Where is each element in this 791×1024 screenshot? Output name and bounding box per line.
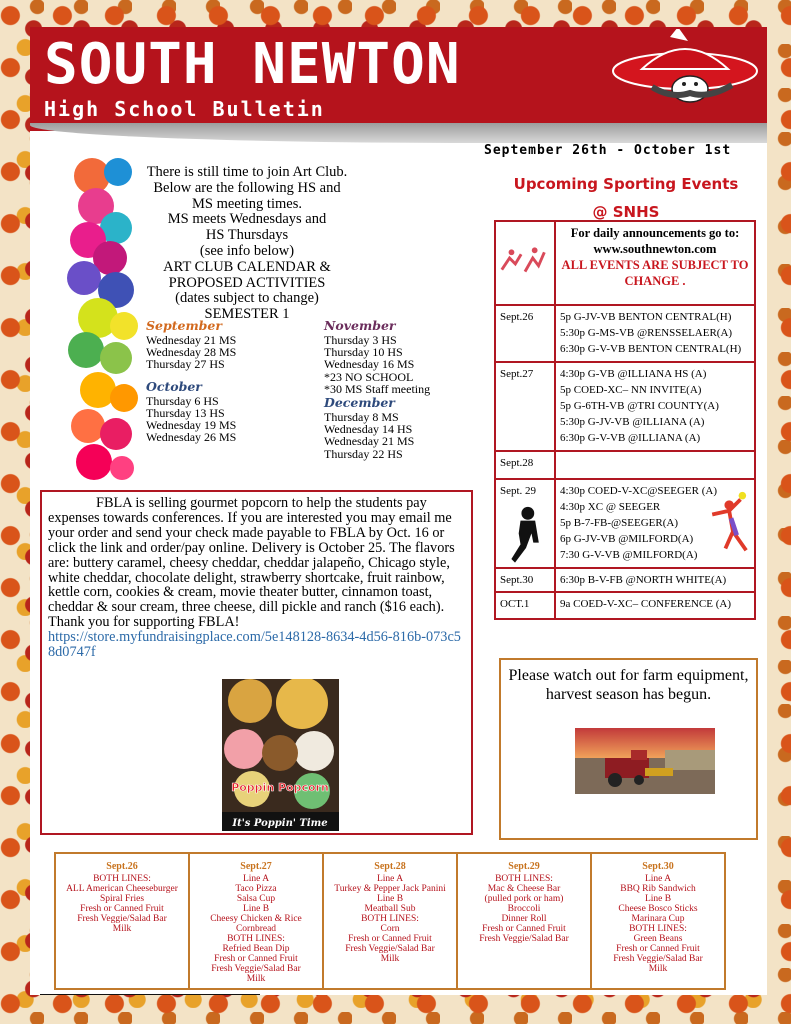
event-item: 4:30p XC @ SEEGER: [560, 500, 661, 513]
month-september: September: [146, 318, 222, 333]
art-intro-line: HS Thursdays: [205, 227, 289, 244]
menu-item: Line A: [376, 874, 404, 884]
calendar-date: Wednesday 14 HS: [324, 422, 413, 437]
event-list: [555, 592, 755, 619]
event-item: 5p G-JV-VB BENTON CENTRAL(H): [560, 311, 732, 323]
art-intro-line: ART CLUB CALENDAR &: [163, 258, 331, 275]
event-row: [495, 362, 755, 451]
events-title-line: @ SNHS: [592, 203, 660, 221]
fbla-text: FBLA is selling gourmet popcorn to help the students pay expenses towards conferences. If you are interested you may email me your order and send your check made payable to FBLA by Oct. 16 or click the link and order/pay online. Delivery is October 25. The flavors are: buttery caramel, cheesy cheddar, cheddar jalapeño, Chicago style, white cheddar, chocolate delight, strawberry shortcake, fruit rainbow, kettle corn, cookies & cream, movie theater butter, cinnamon toast, cheddar & sour cream, three cheese, dill pickle and ranch ($16 each). Thank you for supporting FBLA!: [48, 495, 455, 631]
menu-item: Taco Pizza: [235, 884, 277, 894]
volleyball-player-icon: [708, 490, 756, 556]
events-subject-to-change: ALL EVENTS ARE SUBJECT TO CHANGE .: [561, 258, 749, 288]
menu-item: Fresh Veggie/Salad Bar: [345, 944, 435, 954]
menu-item: Line B: [242, 904, 270, 914]
month-november: November: [324, 318, 396, 333]
combine-harvester-image: [575, 728, 715, 794]
menu-day-column: [458, 854, 592, 988]
popcorn-image: [222, 679, 339, 831]
event-date: OCT.1: [495, 592, 555, 619]
calendar-date: Wednesday 16 MS: [324, 357, 415, 372]
footer-rule: [40, 994, 260, 995]
runners-image: [495, 221, 555, 305]
art-intro-line: MS meets Wednesdays and: [167, 211, 327, 228]
announcements-note: For daily announcements go to: www.southnewton.com: [570, 226, 740, 256]
events-info-cell: [555, 221, 755, 305]
sporting-events-table: [494, 220, 756, 620]
menu-item: Turkey & Pepper Jack Panini: [334, 884, 446, 894]
calendar-date: *23 NO SCHOOL: [324, 369, 414, 384]
menu-item: Spiral Fries: [99, 894, 145, 904]
event-item: 7:30 G-V-VB @MILFORD(A): [560, 549, 698, 562]
menu-item: Fresh or Canned Fruit: [616, 944, 700, 954]
calendar-date: Thursday 8 MS: [324, 410, 399, 425]
event-row: [495, 305, 755, 362]
art-intro-line: SEMESTER 1: [204, 306, 290, 323]
calendar-date: Wednesday 28 MS: [146, 345, 237, 360]
art-intro-line: PROPOSED ACTIVITIES: [168, 274, 326, 291]
calendar-date: Wednesday 21 MS: [324, 434, 415, 449]
menu-item: Line B: [644, 894, 672, 904]
calendar-date: Thursday 6 HS: [146, 393, 219, 408]
harvest-text: Please watch out for farm equipment, harvest season has begun.: [508, 667, 749, 703]
calendar-date: Thursday 13 HS: [146, 405, 225, 420]
calendar-date: Thursday 3 HS: [324, 333, 397, 347]
event-date-label: Sept. 29: [500, 484, 537, 497]
event-row: [495, 592, 755, 619]
menu-item: Fresh or Canned Fruit: [80, 904, 164, 914]
event-date: Sept.27: [495, 362, 555, 451]
menu-item: Salsa Cup: [236, 894, 276, 904]
event-item: 4:30p COED-V-XC@SEEGER (A): [560, 484, 717, 497]
sporting-events-title: [496, 170, 756, 226]
month-december: December: [324, 395, 395, 411]
menu-item: Dinner Roll: [501, 914, 547, 924]
event-date: Sept.26: [495, 305, 555, 362]
menu-day-column: [324, 854, 458, 988]
art-intro-line: (see info below): [199, 242, 295, 259]
menu-item: Marinara Cup: [631, 914, 685, 924]
menu-item: BOTH LINES:: [495, 874, 553, 884]
art-calendar-right: [324, 318, 494, 460]
lunch-menu: [54, 852, 726, 990]
menu-item: Milk: [112, 924, 132, 934]
event-row: [495, 451, 755, 479]
event-item: 6p G-JV-VB @MILFORD(A): [560, 533, 694, 546]
menu-item: Fresh or Canned Fruit: [482, 924, 566, 934]
menu-day-column: [592, 854, 724, 988]
menu-item: Milk: [648, 964, 668, 974]
event-item: 5:30p G-JV-VB @ILLIANA (A): [560, 416, 705, 429]
menu-item: BOTH LINES:: [361, 914, 419, 924]
calendar-date: Thursday 22 HS: [324, 446, 403, 461]
menu-item: Fresh Veggie/Salad Bar: [613, 954, 703, 964]
menu-item: Cheese Bosco Sticks: [618, 904, 698, 914]
popcorn-tagline: It's Poppin' Time: [232, 818, 328, 829]
calendar-date: Thursday 10 HS: [324, 345, 403, 360]
menu-item: Fresh Veggie/Salad Bar: [77, 914, 167, 924]
event-item: 6:30p B-V-FB @NORTH WHITE(A): [560, 573, 727, 586]
bulletin-page: [30, 27, 767, 995]
menu-item: Line B: [376, 894, 404, 904]
menu-item: Line A: [242, 874, 270, 884]
event-date: Sept.28: [495, 451, 555, 479]
menu-item: Line A: [644, 874, 672, 884]
event-item: 6:30p G-V-VB @ILLIANA (A): [560, 432, 701, 445]
menu-item: Milk: [380, 954, 400, 964]
bulletin-title: SOUTH NEWTON: [44, 32, 461, 97]
events-title-line: Upcoming Sporting Events: [513, 175, 739, 193]
menu-item: BOTH LINES:: [93, 874, 151, 884]
menu-item: Milk: [246, 974, 266, 984]
menu-day-column: [190, 854, 324, 988]
art-intro-line: MS meeting times.: [192, 195, 302, 212]
menu-item: Refried Bean Dip: [222, 944, 290, 954]
menu-item: Fresh Veggie/Salad Bar: [211, 964, 301, 974]
date-range: September 26th - October 1st: [484, 143, 732, 158]
menu-item: Cheesy Chicken & Rice: [210, 914, 302, 924]
menu-item: BOTH LINES:: [629, 924, 687, 934]
popcorn-brand: Poppin Popcorn: [231, 781, 329, 794]
art-intro-line: There is still time to join Art Club.: [146, 164, 348, 180]
art-intro-line: Below are the following HS and: [153, 179, 341, 196]
menu-day-label: Sept.26: [106, 861, 138, 872]
football-player-icon: [506, 506, 546, 570]
event-item: 5:30p G-MS-VB @RENSSELAER(A): [560, 327, 733, 340]
art-calendar-left: [146, 318, 316, 443]
menu-item: Fresh Veggie/Salad Bar: [479, 934, 569, 944]
event-list: [555, 479, 755, 568]
event-item: 4:30p G-VB @ILLIANA HS (A): [560, 367, 707, 380]
calendar-date: Wednesday 21 MS: [146, 333, 237, 347]
event-row: [495, 568, 755, 592]
menu-day-label: Sept.28: [374, 861, 406, 872]
event-date: [495, 479, 555, 568]
menu-item: Broccoli: [507, 904, 541, 914]
event-row: [495, 479, 755, 568]
event-item: 6:30p G-V-VB BENTON CENTRAL(H): [560, 343, 742, 356]
event-item: 9a COED-V-XC– CONFERENCE (A): [560, 597, 732, 610]
event-list: [555, 568, 755, 592]
event-list: [555, 451, 755, 479]
menu-item: ALL American Cheeseburger: [66, 884, 178, 894]
paint-splatter-image: [58, 158, 144, 482]
rebel-mascot-icon: [612, 29, 758, 107]
menu-item: Fresh or Canned Fruit: [214, 954, 298, 964]
bulletin-subtitle: High School Bulletin: [44, 97, 325, 121]
menu-day-label: Sept.30: [642, 861, 674, 872]
menu-day-label: Sept.29: [508, 861, 540, 872]
calendar-date: Wednesday 26 MS: [146, 430, 237, 445]
menu-item: Mac & Cheese Bar: [487, 884, 561, 894]
calendar-date: Wednesday 19 MS: [146, 418, 237, 433]
menu-item: Cornbread: [235, 924, 277, 934]
event-item: 5p COED-XC– NN INVITE(A): [560, 383, 702, 396]
fbla-order-link[interactable]: https://store.myfundraisingplace.com/5e148128-8634-4d56-816b-073c58d0747f: [48, 629, 461, 661]
menu-item: BOTH LINES:: [227, 934, 285, 944]
art-club-intro: [142, 165, 352, 323]
calendar-date: *30 MS Staff meeting: [324, 381, 431, 396]
menu-item: Corn: [380, 924, 400, 934]
calendar-date: Thursday 27 HS: [146, 357, 225, 372]
menu-item: (pulled pork or ham): [484, 894, 564, 904]
menu-item: BBQ Rib Sandwich: [620, 884, 696, 894]
menu-item: Fresh or Canned Fruit: [348, 934, 432, 944]
fbla-announcement: [40, 490, 473, 835]
menu-day-column: [56, 854, 190, 988]
event-item: 5p B-7-FB-@SEEGER(A): [560, 517, 678, 530]
event-date: Sept.30: [495, 568, 555, 592]
event-item: 5p G-6TH-VB @TRI COUNTY(A): [560, 400, 719, 413]
menu-day-label: Sept.27: [240, 861, 272, 872]
menu-item: Green Beans: [633, 934, 683, 944]
month-october: October: [146, 378, 202, 394]
masthead-swoosh: [30, 123, 767, 143]
runners-icon: [496, 240, 554, 280]
event-list: [555, 305, 755, 362]
menu-item: Meatball Sub: [364, 904, 416, 914]
masthead: [30, 27, 767, 131]
events-header-row: [495, 221, 755, 305]
art-intro-line: (dates subject to change): [175, 290, 319, 307]
harvest-notice: [499, 658, 758, 840]
event-list: [555, 362, 755, 451]
